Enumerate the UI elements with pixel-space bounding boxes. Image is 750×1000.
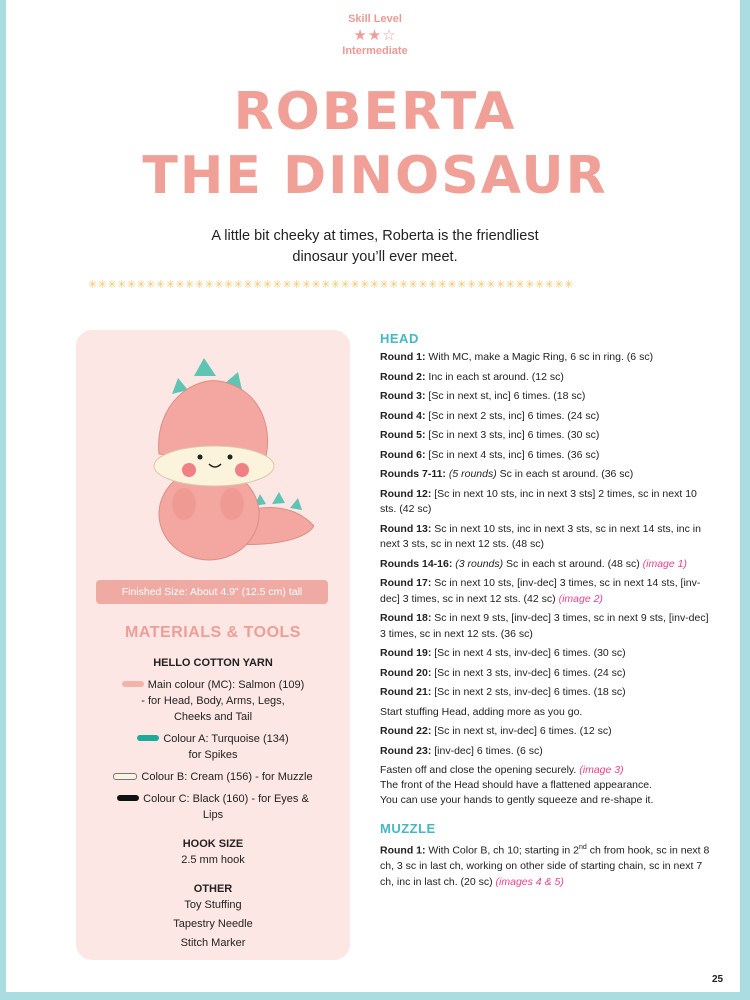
round-label: Round 22: (380, 725, 432, 737)
image-reference: (image 1) (642, 557, 687, 570)
other-item: Stitch Marker (180, 937, 246, 949)
skill-level-value: Intermediate (342, 45, 408, 57)
round-superscript: nd (578, 844, 587, 851)
yarn-heading: HELLO COTTON YARN (153, 657, 273, 669)
round-text: [Sc in next 10 sts, inc in next 3 sts] 2 times, sc in next 10 sts. (42 sc) (380, 487, 697, 515)
round-label: Round 6: (380, 448, 426, 461)
round-label: Round 13: (380, 522, 432, 535)
head-round (380, 705, 710, 721)
round-label: Round 18: (380, 612, 432, 624)
round-text: Sc in each st around. (48 sc) (503, 557, 643, 570)
yarn-item-colour-b (76, 769, 350, 785)
page-frame-bottom (0, 992, 750, 1000)
head-round (380, 724, 710, 740)
title-line-2: THE DINOSAUR (142, 146, 608, 206)
round-label: Round 1: (380, 351, 426, 363)
round-label: Rounds 14-16: (380, 557, 453, 570)
head-round (380, 576, 710, 607)
head-round (380, 448, 710, 464)
muzzle-section-title: MUZZLE (380, 821, 436, 836)
skill-stars-icon: ★★☆ (353, 26, 397, 44)
image-reference: (image 2) (558, 592, 603, 605)
round-label: Round 12: (380, 487, 432, 500)
skill-level-label: Skill Level (348, 13, 402, 25)
round-label: Rounds 7-11: (380, 468, 446, 480)
page-number: 25 (712, 974, 724, 985)
dinosaur-illustration (114, 354, 314, 564)
round-label: Round 2: (380, 370, 426, 383)
head-round (380, 744, 710, 760)
head-round (380, 487, 710, 518)
round-text: Sc in next 10 sts, inc in next 3 sts, sc in next 14 sts, inc in next 3 sts, sc in next 12 sts. (48 sc) (380, 522, 701, 550)
black-swatch-icon (117, 795, 139, 801)
round-text: Sc in next 10 sts, [inv-dec] 3 times, sc in next 14 sts, [inv-dec] 3 times, sc in next 12 sts. (42 sc) (380, 577, 701, 605)
cream-swatch-icon (113, 773, 137, 780)
round-text: [Sc in next 4 sts, inv-dec] 6 times. (30 sc) (431, 647, 626, 659)
yarn-item-main (76, 677, 350, 725)
round-text: [Sc in next 3 sts, inc] 6 times. (30 sc) (425, 429, 600, 441)
head-round (380, 646, 710, 662)
round-rounds-note: (5 rounds) (445, 468, 497, 480)
head-note-2: You can use your hands to gently squeeze and re-shape it. (380, 794, 654, 806)
head-round (380, 389, 710, 405)
round-text-b: ch from hook, sc in next 8 ch, 3 sc in last ch, working on other side of starting chain, sc in next 7 ch, inc in last ch. (20 sc) (380, 844, 710, 888)
materials-card (76, 330, 350, 960)
yarn-item-colour-a (76, 731, 350, 763)
other-heading: OTHER (193, 883, 233, 895)
round-label: Round 20: (380, 666, 432, 679)
materials-title: MATERIALS & TOOLS (125, 624, 301, 641)
yarn-main-line-1: Main colour (MC): Salmon (109) (147, 679, 305, 691)
head-round (380, 350, 710, 366)
round-label: Round 17: (380, 577, 432, 589)
round-text: [Sc in next st, inc] 6 times. (18 sc) (425, 390, 586, 402)
round-text: [Sc in next 2 sts, inc] 6 times. (24 sc) (425, 409, 600, 422)
head-note-1: The front of the Head should have a flattened appearance. (380, 779, 653, 791)
materials-list (76, 656, 350, 953)
round-label: Round 23: (380, 744, 432, 757)
round-text: [Sc in next 2 sts, inv-dec] 6 times. (18 sc) (431, 686, 626, 698)
round-label: Round 19: (380, 647, 432, 659)
skill-level (0, 12, 750, 58)
round-rounds-note: (3 rounds) (452, 557, 504, 570)
yarn-main-line-2: - for Head, Body, Arms, Legs, (141, 695, 285, 707)
yarn-c-line-2: Lips (202, 809, 224, 821)
yarn-a-line-2: for Spikes (188, 749, 238, 761)
decorative-divider: ✳✳✳✳✳✳✳✳✳✳✳✳✳✳✳✳✳✳✳✳✳✳✳✳✳✳✳✳✳✳✳✳✳✳✳✳✳✳✳✳✳✳✳✳✳✳✳✳✳✳ (88, 278, 574, 291)
round-text: [Sc in next st, inv-dec] 6 times. (12 sc) (431, 725, 612, 737)
muzzle-round-1 (380, 840, 710, 890)
finished-size-badge: Finished Size: About 4.9" (12.5 cm) tall (96, 580, 328, 604)
round-text: Inc in each st around. (12 sc) (425, 370, 564, 383)
intro-line-2: dinosaur you’ll ever meet. (292, 249, 458, 265)
head-round (380, 685, 710, 701)
yarn-item-colour-c (76, 791, 350, 823)
round-label: Round 1: (380, 844, 426, 857)
other-item: Tapestry Needle (173, 918, 253, 930)
pattern-instructions (380, 330, 710, 894)
fasten-note (380, 763, 710, 778)
fasten-text: Fasten off and close the opening securely. (380, 764, 580, 776)
round-text-a: With Color B, ch 10; starting in 2 (425, 844, 579, 857)
round-text: [inv-dec] 6 times. (6 sc) (431, 744, 543, 757)
head-round (380, 666, 710, 682)
round-label: Round 3: (380, 390, 426, 402)
round-text: With MC, make a Magic Ring, 6 sc in ring. (6 sc) (425, 351, 654, 363)
yarn-b-line-1: Colour B: Cream (156) - for Muzzle (141, 771, 313, 783)
other-item: Toy Stuffing (184, 899, 242, 911)
round-label: Round 21: (380, 686, 432, 698)
head-round (380, 370, 710, 386)
round-text: Sc in each st around. (36 sc) (496, 468, 634, 480)
hook-size: 2.5 mm hook (181, 854, 245, 866)
page-title (0, 80, 750, 208)
head-round (380, 467, 710, 483)
head-round (380, 428, 710, 444)
round-text: [Sc in next 3 sts, inv-dec] 6 times. (24 sc) (431, 666, 626, 679)
round-label: Round 5: (380, 429, 426, 441)
head-round (380, 409, 710, 425)
image-reference: (image 3) (579, 764, 624, 776)
head-round (380, 611, 710, 642)
round-text: [Sc in next 4 sts, inc] 6 times. (36 sc) (425, 448, 600, 461)
turquoise-swatch-icon (137, 735, 159, 741)
salmon-swatch-icon (122, 681, 144, 687)
image-reference: (images 4 & 5) (495, 875, 564, 888)
round-text: Sc in next 9 sts, [inv-dec] 3 times, sc in next 9 sts, [inv-dec] 3 times, sc in next 12 sts. (36 sc) (380, 612, 709, 640)
head-section-title: HEAD (380, 331, 419, 346)
round-text: Start stuffing Head, adding more as you go. (380, 705, 583, 718)
head-round (380, 557, 710, 573)
hook-heading: HOOK SIZE (182, 838, 244, 850)
yarn-a-line-1: Colour A: Turquoise (134) (163, 733, 289, 745)
head-round (380, 522, 710, 553)
yarn-main-line-3: Cheeks and Tail (173, 711, 253, 723)
head-rounds-list (380, 350, 710, 759)
title-line-1: ROBERTA (233, 82, 517, 142)
round-label: Round 4: (380, 409, 426, 422)
intro-line-1: A little bit cheeky at times, Roberta is the friendliest (211, 228, 539, 244)
intro-text (150, 226, 600, 268)
yarn-c-line-1: Colour C: Black (160) - for Eyes & (143, 793, 309, 805)
